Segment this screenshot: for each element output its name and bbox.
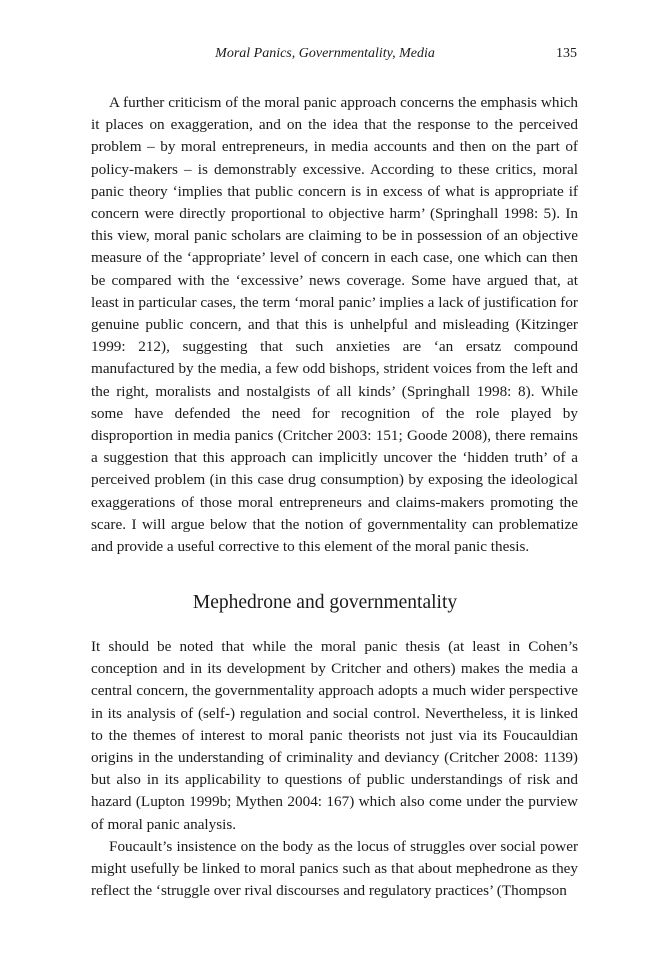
page-number: 135 (556, 46, 577, 61)
section-heading: Mephedrone and governmentality (192, 592, 458, 613)
body-paragraph-2: It should be noted that while the moral panic thesis (at least in Cohen’s conception and in its development by Critcher and others) makes the media a central concern, the governmentality approach adopts a much wider perspective in its analysis of (self-) regulation and social control. Nevertheless, it is linked to the themes of interest to moral panic theorists not just via its Foucauldian origins in the understanding of criminality and deviancy (Critcher 2008: 1139) but also in its applicability to questions of public understandings of risk and hazard (Lupton 1999b; Mythen 2004: 167) which also come under the purview of moral panic analysis. (91, 638, 578, 833)
running-head (0, 46, 650, 66)
body-paragraph-1: A further criticism of the moral panic approach concerns the emphasis which it places on exaggeration, and on the idea that the response to the perceived problem – by moral entrepreneurs, in media accounts and then on the part of policy-makers – is demonstrably excessive. According to these critics, moral panic theory ‘implies that public concern is in excess of what is appropriate if concern were directly proportional to objective harm’ (Springhall 1998: 5). In this view, moral panic scholars are claiming to be in possession of an objective measure of the ‘appropriate’ level of concern in each case, one which can then be compared with the ‘excessive’ news coverage. Some have argued that, at least in particular cases, the term ‘moral panic’ implies a lack of justification for genuine public concern, and that this is unhelpful and misleading (Kitzinger 1999: 212), suggesting that such anxieties are ‘an ersatz compound manufactured by the media, a few odd bishops, strident voices from the left and the right, moralists and nostalgists of all kinds’ (Springhall 1998: 8). While some have defended the need for recognition of the role played by disproportion in media panics (Critcher 2003: 151; Goode 2008), there remains a suggestion that this approach can implicitly uncover the ‘hidden truth’ of a perceived problem (in this case drug consumption) by exposing the ideological exaggerations of those moral entrepreneurs and claims-makers promoting the scare. I will argue below that the notion of governmentality can problematize and provide a useful corrective to this element of the moral panic thesis. (91, 94, 578, 556)
body-paragraph-3: Foucault’s insistence on the body as the locus of struggles over social power might usefully be linked to moral panics such as that about mephedrone as they reflect the ‘struggle over rival discourses and regulatory practices’ (Thompson (91, 838, 578, 900)
running-title: Moral Panics, Governmentality, Media (215, 46, 435, 61)
